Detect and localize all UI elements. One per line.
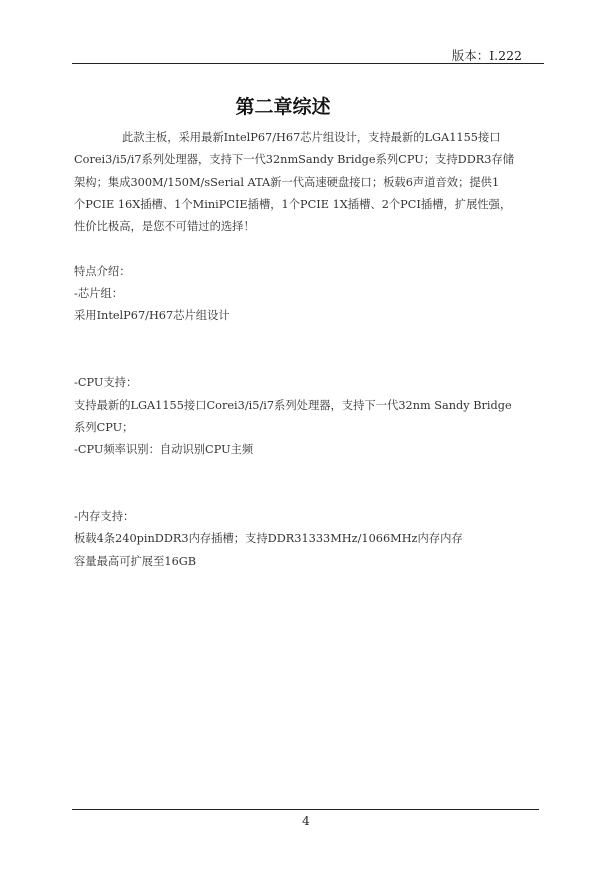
spacer	[74, 328, 542, 373]
cpu-section	[74, 372, 542, 461]
cpu-line: 支持最新的LGA1155接口Corei3/i5/i7系列处理器，支持下一代32nm Sandy Bridge	[74, 398, 512, 412]
intro-line: 性价比极高，是您不可错过的选择！	[74, 220, 255, 234]
memory-line: 板载4条240pinDDR3内存插槽；支持DDR31333MHz/1066MHz内存内存	[74, 532, 463, 546]
footer-rule	[72, 809, 539, 810]
intro-line: Corei3/i5/i7系列处理器，支持下一代32nmSandy Bridge系列CPU；支持DDR3存储	[74, 153, 515, 167]
cpu-frequency-line: -CPU频率识别：自动识别CPU主频	[74, 443, 254, 457]
cpu-label: -CPU支持：	[74, 376, 138, 390]
version-label: 版本：I.222	[451, 48, 522, 63]
intro-line: 此款主板，采用最新IntelP67/H67芯片组设计，支持最新的LGA1155接口	[122, 131, 501, 144]
chapter-body	[74, 127, 542, 573]
cpu-line: 系列CPU；	[74, 420, 134, 434]
chipset-line: 采用IntelP67/H67芯片组设计	[74, 309, 230, 323]
spacer	[74, 461, 542, 506]
header-rule	[72, 63, 544, 64]
memory-line: 容量最高可扩展至16GB	[74, 554, 197, 568]
intro-paragraph	[74, 127, 542, 238]
intro-line: 个PCIE 16X插槽、1个MiniPCIE插槽，1个PCIE 1X插槽、2个PCI插槽，扩展性强，	[74, 197, 512, 211]
spacer	[74, 238, 542, 260]
page-number: 4	[302, 814, 310, 828]
intro-line: 架构；集成300M/150M/sSerial ATA新一代高速硬盘接口；板载6声道音效；提供1	[74, 175, 500, 189]
features-heading: 特点介绍：	[74, 264, 131, 278]
memory-label: -内存支持：	[74, 510, 135, 524]
chapter-title: 第二章综述	[235, 96, 331, 118]
chipset-label: -芯片组：	[74, 287, 124, 301]
chipset-section	[74, 283, 542, 328]
memory-section	[74, 506, 542, 573]
